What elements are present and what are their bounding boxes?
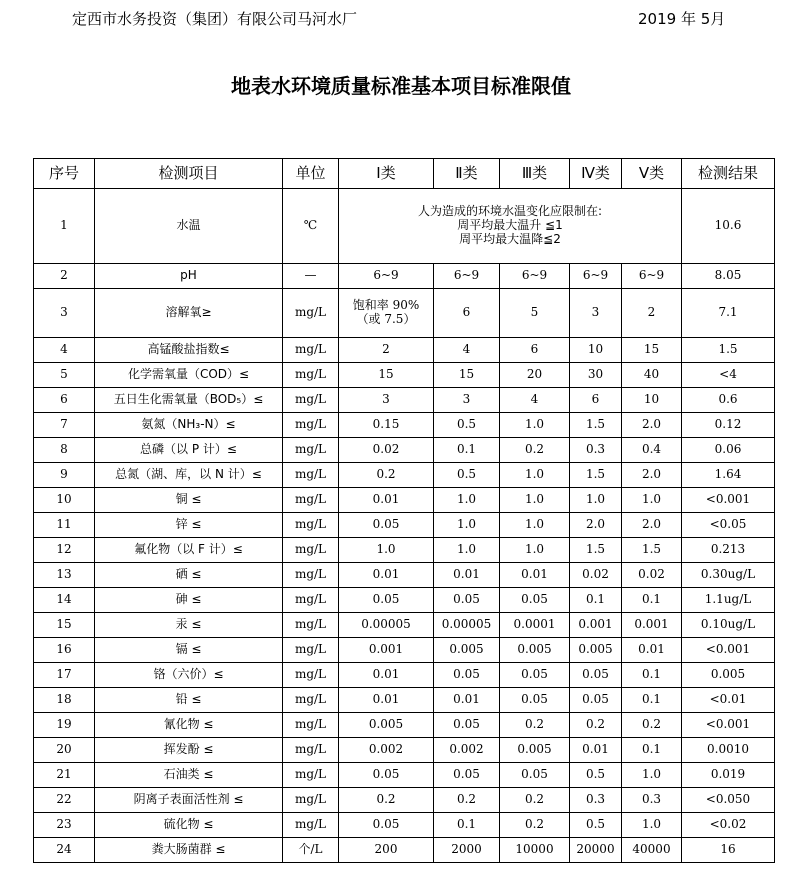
row-no: 23 [34,813,95,838]
document-title: 地表水环境质量标准基本项目标准限值 [231,74,571,98]
row-grade-5: 0.02 [622,563,682,588]
row-grade-3: 0.01 [500,563,570,588]
row-grade-2: 6 [434,289,500,338]
row-grade-5: 2.0 [622,463,682,488]
row-unit: ℃ [283,189,339,264]
row-unit: mg/L [283,438,339,463]
row-no: 18 [34,688,95,713]
row-unit: mg/L [283,713,339,738]
row-result: 16 [682,838,775,863]
row-result: 8.05 [682,264,775,289]
table-row [34,413,775,438]
row-grade-2: 15 [434,363,500,388]
table-row-dissolved-oxygen [34,289,775,338]
row-no: 14 [34,588,95,613]
row-item: 镉 ≤ [95,638,283,663]
row-no: 17 [34,663,95,688]
row-item: 汞 ≤ [95,613,283,638]
row-grade-3: 1.0 [500,513,570,538]
row-grade-4: 0.3 [570,438,622,463]
row-result: <4 [682,363,775,388]
row-grade-4: 0.1 [570,588,622,613]
row-grade-5: 0.001 [622,613,682,638]
row-grade-4: 0.01 [570,738,622,763]
row-grade-2: 0.05 [434,713,500,738]
row-result: <0.001 [682,638,775,663]
row-grade-1: 0.05 [339,588,434,613]
row-result: 0.0010 [682,738,775,763]
row-item: 砷 ≤ [95,588,283,613]
row-item: 铬（六价）≤ [95,663,283,688]
row-grade-1: 0.01 [339,663,434,688]
row-no: 20 [34,738,95,763]
row-grade-1: 200 [339,838,434,863]
row-grade-4: 1.5 [570,413,622,438]
row-grade-3: 1.0 [500,488,570,513]
row-grade-4: 3 [570,289,622,338]
row-grade-3: 1.0 [500,413,570,438]
row-grade-2: 1.0 [434,538,500,563]
row-no: 6 [34,388,95,413]
row-no: 7 [34,413,95,438]
row-item: 化学需氧量（COD）≤ [95,363,283,388]
row-result: 10.6 [682,189,775,264]
temperature-note-line: 人为造成的环境水温变化应限制在: [417,204,603,219]
col-header-result: 检测结果 [682,159,775,189]
row-item: 阴离子表面活性剂 ≤ [95,788,283,813]
table-row-water-temperature [34,189,775,264]
row-grade-2: 0.5 [434,463,500,488]
table-header-row [34,159,775,189]
row-unit: mg/L [283,813,339,838]
row-item: 溶解氧≥ [95,289,283,338]
row-grade-4: 0.05 [570,663,622,688]
row-grade-1: 0.01 [339,563,434,588]
row-grade-5: 0.3 [622,788,682,813]
row-grade-1: 6~9 [339,264,434,289]
row-grade-3: 20 [500,363,570,388]
row-grade-2: 1.0 [434,513,500,538]
row-grade-3: 10000 [500,838,570,863]
row-grade-4: 0.02 [570,563,622,588]
row-grade-4: 6~9 [570,264,622,289]
row-item: 锌 ≤ [95,513,283,538]
row-grade-2: 4 [434,338,500,363]
row-item: 五日生化需氧量（BOD₅）≤ [95,388,283,413]
table-row [34,388,775,413]
table-row [34,463,775,488]
row-grade-1: 0.01 [339,488,434,513]
row-result: <0.001 [682,713,775,738]
row-grade-5: 40 [622,363,682,388]
table-row [34,813,775,838]
row-no: 8 [34,438,95,463]
row-grade-4: 0.5 [570,813,622,838]
row-grade-3: 5 [500,289,570,338]
row-grade-5: 15 [622,338,682,363]
table-row [34,763,775,788]
row-grade-5: 6~9 [622,264,682,289]
row-unit: mg/L [283,338,339,363]
row-result: <0.05 [682,513,775,538]
row-grade-3: 0.2 [500,713,570,738]
row-grade-4: 0.001 [570,613,622,638]
row-grade-4: 10 [570,338,622,363]
row-grade-4: 20000 [570,838,622,863]
row-grade-3: 0.2 [500,788,570,813]
row-grade-3: 0.05 [500,688,570,713]
row-grade-5: 1.0 [622,763,682,788]
table-row [34,513,775,538]
row-grade-2: 6~9 [434,264,500,289]
table-row [34,488,775,513]
row-grade-5: 2.0 [622,413,682,438]
row-grade-3: 0.2 [500,813,570,838]
table-row [34,638,775,663]
row-no: 21 [34,763,95,788]
row-unit: mg/L [283,588,339,613]
row-grade-4: 0.005 [570,638,622,663]
row-grade-1: 0.005 [339,713,434,738]
row-grade-5: 1.0 [622,488,682,513]
row-grade-1: 0.00005 [339,613,434,638]
row-unit: mg/L [283,513,339,538]
row-result: <0.01 [682,688,775,713]
row-no: 12 [34,538,95,563]
row-grade-1: 1.0 [339,538,434,563]
row-grade-4: 0.2 [570,713,622,738]
row-grade-3: 0.2 [500,438,570,463]
row-unit: mg/L [283,738,339,763]
row-no: 19 [34,713,95,738]
table-row [34,264,775,289]
table-row [34,738,775,763]
grade-1-line: （或 7.5） [356,312,416,326]
row-grade-3: 1.0 [500,463,570,488]
row-grade-4: 1.5 [570,538,622,563]
row-grade-5: 40000 [622,838,682,863]
table-row [34,688,775,713]
row-unit: mg/L [283,363,339,388]
row-unit: mg/L [283,413,339,438]
row-item: 铜 ≤ [95,488,283,513]
row-grade-2: 0.01 [434,563,500,588]
row-grade-2: 0.1 [434,813,500,838]
row-no: 1 [34,189,95,264]
row-item: 氰化物 ≤ [95,713,283,738]
col-header-unit: 单位 [283,159,339,189]
row-grade-4: 1.0 [570,488,622,513]
row-grade-5: 2.0 [622,513,682,538]
temperature-note-line: 周平均最大温降≦2 [459,231,561,246]
row-no: 2 [34,264,95,289]
row-grade-3: 4 [500,388,570,413]
row-grade-1: 3 [339,388,434,413]
row-grade-5: 0.01 [622,638,682,663]
row-grade-1: 0.02 [339,438,434,463]
row-unit: mg/L [283,538,339,563]
row-grade-3: 0.005 [500,638,570,663]
row-result: 0.10ug/L [682,613,775,638]
col-header-grade-3: Ⅲ类 [500,159,570,189]
row-grade-1: 0.001 [339,638,434,663]
row-grade-4: 6 [570,388,622,413]
row-grade-5: 0.1 [622,588,682,613]
row-unit: mg/L [283,388,339,413]
table-row [34,588,775,613]
row-result: 0.213 [682,538,775,563]
col-header-grade-1: Ⅰ类 [339,159,434,189]
row-grade-2: 0.2 [434,788,500,813]
row-grade-4: 0.05 [570,688,622,713]
row-grade-2: 0.05 [434,763,500,788]
row-grade-5: 10 [622,388,682,413]
row-grade-2: 1.0 [434,488,500,513]
row-unit: — [283,264,339,289]
row-result: 7.1 [682,289,775,338]
row-item: 铅 ≤ [95,688,283,713]
row-item: 硫化物 ≤ [95,813,283,838]
row-no: 3 [34,289,95,338]
row-unit: mg/L [283,688,339,713]
table-row [34,788,775,813]
row-item: 硒 ≤ [95,563,283,588]
row-grade-5: 0.1 [622,663,682,688]
row-grade-3: 6 [500,338,570,363]
row-no: 5 [34,363,95,388]
row-unit: mg/L [283,763,339,788]
row-grade-1: 0.2 [339,788,434,813]
row-item: 高锰酸盐指数≤ [95,338,283,363]
standards-table [33,158,775,863]
row-grade-2: 0.05 [434,588,500,613]
row-result: 0.06 [682,438,775,463]
table-row [34,338,775,363]
col-header-grade-2: Ⅱ类 [434,159,500,189]
row-grade-5: 2 [622,289,682,338]
row-grade-5: 0.1 [622,688,682,713]
row-grade-1: 0.05 [339,813,434,838]
row-unit: mg/L [283,563,339,588]
row-grade-2: 3 [434,388,500,413]
row-result: <0.050 [682,788,775,813]
row-grade-2: 0.00005 [434,613,500,638]
row-no: 4 [34,338,95,363]
row-grade-1: 0.2 [339,463,434,488]
row-item: 总磷（以 P 计）≤ [95,438,283,463]
row-grade-5: 1.0 [622,813,682,838]
row-grade-2: 0.5 [434,413,500,438]
row-grade-4: 30 [570,363,622,388]
row-no: 24 [34,838,95,863]
row-no: 11 [34,513,95,538]
row-grade-2: 0.1 [434,438,500,463]
report-date: 2019 年 5月 [638,10,726,28]
row-no: 13 [34,563,95,588]
organization-name: 定西市水务投资（集团）有限公司马河水厂 [72,10,358,28]
row-unit: mg/L [283,289,339,338]
table-row [34,538,775,563]
row-result: 0.12 [682,413,775,438]
row-grade-4: 2.0 [570,513,622,538]
row-result: 1.5 [682,338,775,363]
row-grade-4: 1.5 [570,463,622,488]
temperature-limit-note [339,189,682,264]
grade-1-line: 饱和率 90% [352,298,420,313]
row-grade-1: 0.05 [339,763,434,788]
row-item: 氨氮（NH₃-N）≤ [95,413,283,438]
table-row [34,363,775,388]
row-grade-1: 2 [339,338,434,363]
row-grade-3: 6~9 [500,264,570,289]
row-unit: mg/L [283,788,339,813]
row-no: 9 [34,463,95,488]
row-item: 粪大肠菌群 ≤ [95,838,283,863]
row-grade-1 [339,289,434,338]
row-unit: mg/L [283,488,339,513]
row-grade-1: 15 [339,363,434,388]
row-no: 10 [34,488,95,513]
row-result: 1.1ug/L [682,588,775,613]
row-item: 氟化物（以 F 计）≤ [95,538,283,563]
row-result: 0.019 [682,763,775,788]
row-item: 挥发酚 ≤ [95,738,283,763]
col-header-no: 序号 [34,159,95,189]
row-result: <0.001 [682,488,775,513]
row-result: <0.02 [682,813,775,838]
table-row [34,438,775,463]
col-header-item: 检测项目 [95,159,283,189]
row-grade-2: 0.005 [434,638,500,663]
row-grade-3: 0.05 [500,763,570,788]
row-grade-1: 0.15 [339,413,434,438]
table-row [34,663,775,688]
row-grade-5: 0.4 [622,438,682,463]
row-grade-3: 0.05 [500,663,570,688]
row-grade-4: 0.5 [570,763,622,788]
row-item: 总氮（湖、库，以 N 计）≤ [95,463,283,488]
row-no: 15 [34,613,95,638]
table-row [34,613,775,638]
row-grade-2: 0.05 [434,663,500,688]
col-header-grade-4: Ⅳ类 [570,159,622,189]
row-result: 0.005 [682,663,775,688]
row-result: 1.64 [682,463,775,488]
row-item: pH [95,264,283,289]
temperature-note-line: 周平均最大温升 ≦1 [457,218,563,233]
row-item: 水温 [95,189,283,264]
row-result: 0.30ug/L [682,563,775,588]
row-unit: mg/L [283,613,339,638]
table-row [34,563,775,588]
row-grade-2: 2000 [434,838,500,863]
row-grade-3: 0.005 [500,738,570,763]
row-grade-5: 0.2 [622,713,682,738]
row-grade-2: 0.01 [434,688,500,713]
row-item: 石油类 ≤ [95,763,283,788]
row-grade-1: 0.002 [339,738,434,763]
row-grade-1: 0.05 [339,513,434,538]
row-result: 0.6 [682,388,775,413]
row-no: 22 [34,788,95,813]
row-grade-5: 0.1 [622,738,682,763]
row-unit: 个/L [283,838,339,863]
row-grade-1: 0.01 [339,688,434,713]
row-grade-3: 1.0 [500,538,570,563]
row-grade-2: 0.002 [434,738,500,763]
table-row [34,713,775,738]
row-grade-5: 1.5 [622,538,682,563]
row-unit: mg/L [283,663,339,688]
row-unit: mg/L [283,638,339,663]
row-grade-3: 0.0001 [500,613,570,638]
row-grade-3: 0.05 [500,588,570,613]
row-grade-4: 0.3 [570,788,622,813]
row-no: 16 [34,638,95,663]
col-header-grade-5: Ⅴ类 [622,159,682,189]
table-row [34,838,775,863]
row-unit: mg/L [283,463,339,488]
